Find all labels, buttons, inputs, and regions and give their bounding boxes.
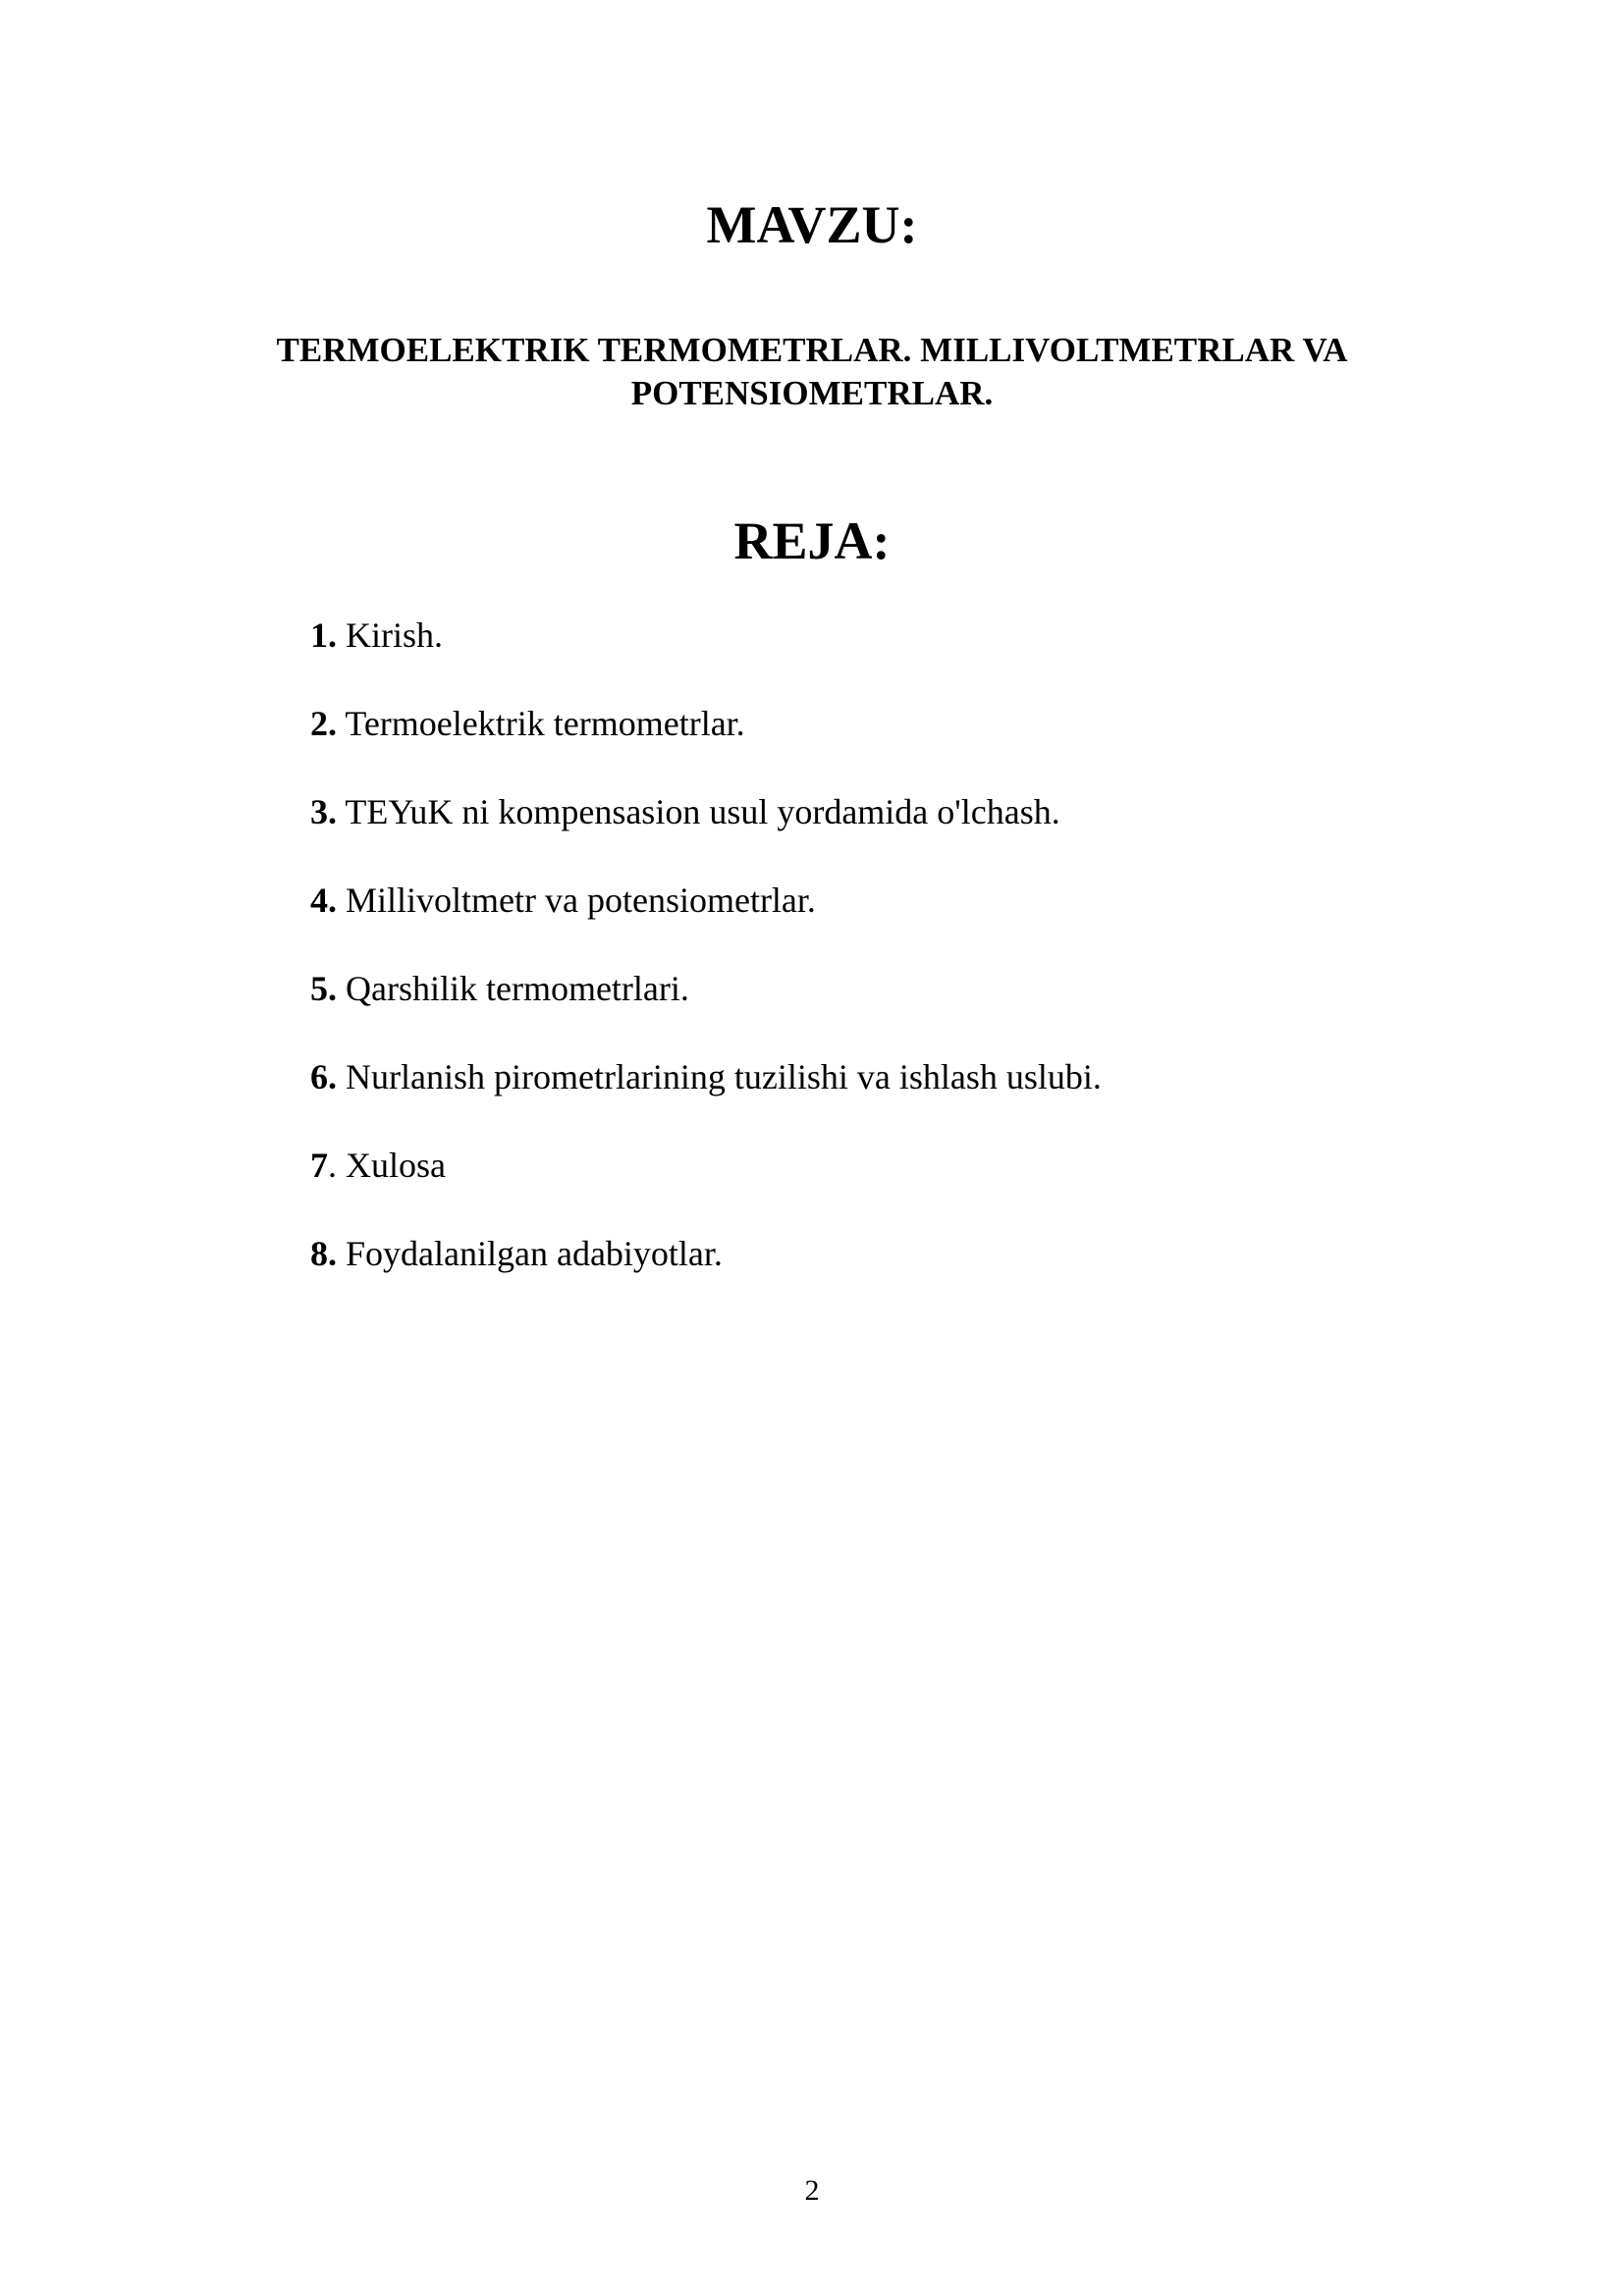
plan-item-text: TEYuK ni kompensasion usul yordamida o'lchash. xyxy=(337,792,1060,831)
plan-item-number: 2. xyxy=(310,704,337,743)
plan-item-number: 6. xyxy=(310,1057,337,1096)
page-number: 2 xyxy=(804,2174,820,2207)
plan-list xyxy=(310,614,1439,1321)
plan-item-text: Nurlanish pirometrlarining tuzilishi va ishlash uslubi. xyxy=(337,1057,1102,1096)
plan-item xyxy=(310,1233,1439,1321)
plan-item-text: Qarshilik termometrlari. xyxy=(337,969,689,1008)
mavzu-heading: MAVZU: xyxy=(706,195,918,254)
topic-title-line-2: POTENSIOMETRLAR. xyxy=(630,374,994,412)
plan-item xyxy=(310,880,1439,968)
plan-item-number: 7 xyxy=(310,1146,328,1185)
plan-item xyxy=(310,703,1439,791)
plan-item-number: 5. xyxy=(310,969,337,1008)
topic-title xyxy=(196,329,1428,415)
plan-item xyxy=(310,1056,1439,1145)
topic-title-line-1: TERMOELEKTRIK TERMOMETRLAR. MILLIVOLTMETRLAR VA xyxy=(276,331,1348,369)
plan-item-number: 1. xyxy=(310,615,337,655)
reja-heading: REJA: xyxy=(733,511,891,570)
plan-item-dot: . xyxy=(328,1146,337,1185)
plan-item xyxy=(310,791,1439,880)
plan-item xyxy=(310,1145,1439,1233)
plan-item xyxy=(310,968,1439,1056)
plan-item-text: Foydalanilgan adabiyotlar. xyxy=(337,1234,723,1273)
plan-item-number: 4. xyxy=(310,881,337,920)
plan-item-text: Kirish. xyxy=(337,615,443,655)
plan-item-text: Millivoltmetr va potensiometrlar. xyxy=(337,881,816,920)
plan-item-number: 8. xyxy=(310,1234,337,1273)
plan-item-text: Xulosa xyxy=(337,1146,446,1185)
plan-item-text: Termoelektrik termometrlar. xyxy=(337,704,745,743)
plan-item-number: 3. xyxy=(310,792,337,831)
plan-item xyxy=(310,614,1439,703)
